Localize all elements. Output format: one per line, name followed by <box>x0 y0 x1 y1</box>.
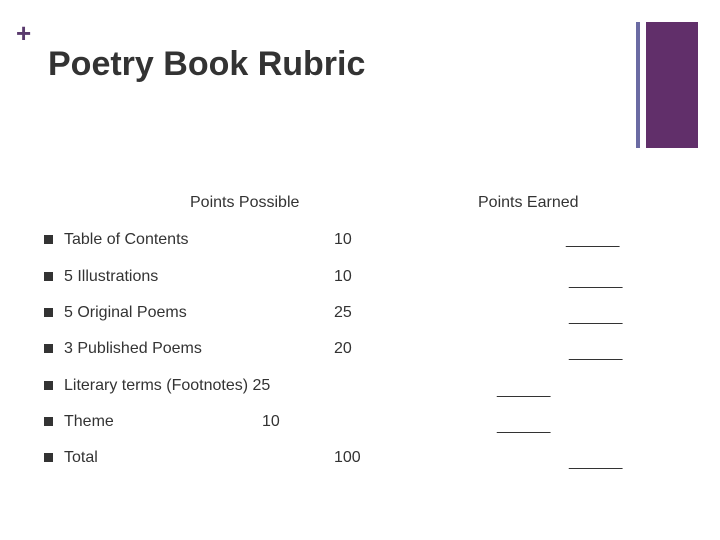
points-earned-blank: ______ <box>566 231 620 248</box>
criterion-label: 5 Original Poems <box>64 304 187 321</box>
points-earned-blank: ______ <box>497 381 551 398</box>
rubric-row-theme <box>0 411 720 433</box>
bullet-icon <box>44 417 53 426</box>
bullet-icon <box>44 272 53 281</box>
points-possible-value: 20 <box>334 340 352 357</box>
points-earned-blank: ______ <box>497 417 551 434</box>
points-possible-header: Points Possible <box>190 194 300 211</box>
criterion-label: 5 Illustrations <box>64 268 159 285</box>
points-possible-value: 10 <box>334 231 352 248</box>
points-earned-header: Points Earned <box>478 194 579 211</box>
bullet-icon <box>44 453 53 462</box>
criterion-label: Literary terms (Footnotes) 25 <box>64 377 271 394</box>
criterion-label: Theme <box>64 413 114 430</box>
bullet-icon <box>44 381 53 390</box>
points-earned-blank: ______ <box>569 344 623 361</box>
points-possible-value: 10 <box>262 413 280 430</box>
points-possible-value: 25 <box>334 304 352 321</box>
points-earned-blank: ______ <box>569 308 623 325</box>
criterion-label: Table of Contents <box>64 231 189 248</box>
slide-title: Poetry Book Rubric <box>48 45 366 83</box>
rubric-row-original-poems <box>0 302 720 324</box>
accent-bar-thick <box>646 22 698 148</box>
rubric-row-literary-terms <box>0 375 720 397</box>
plus-icon: + <box>16 18 32 48</box>
rubric-row-illustrations <box>0 266 720 288</box>
rubric-row-published-poems <box>0 338 720 360</box>
bullet-icon <box>44 344 53 353</box>
criterion-label: 3 Published Poems <box>64 340 202 357</box>
rubric-row-total <box>0 447 720 469</box>
points-earned-blank: ______ <box>569 453 623 470</box>
points-earned-blank: ______ <box>569 272 623 289</box>
points-possible-value: 100 <box>334 449 361 466</box>
points-possible-value: 10 <box>334 268 352 285</box>
bullet-icon <box>44 308 53 317</box>
bullet-icon <box>44 235 53 244</box>
accent-bar-thin <box>636 22 640 148</box>
criterion-label: Total <box>64 449 98 466</box>
rubric-row-table-of-contents <box>0 229 720 251</box>
